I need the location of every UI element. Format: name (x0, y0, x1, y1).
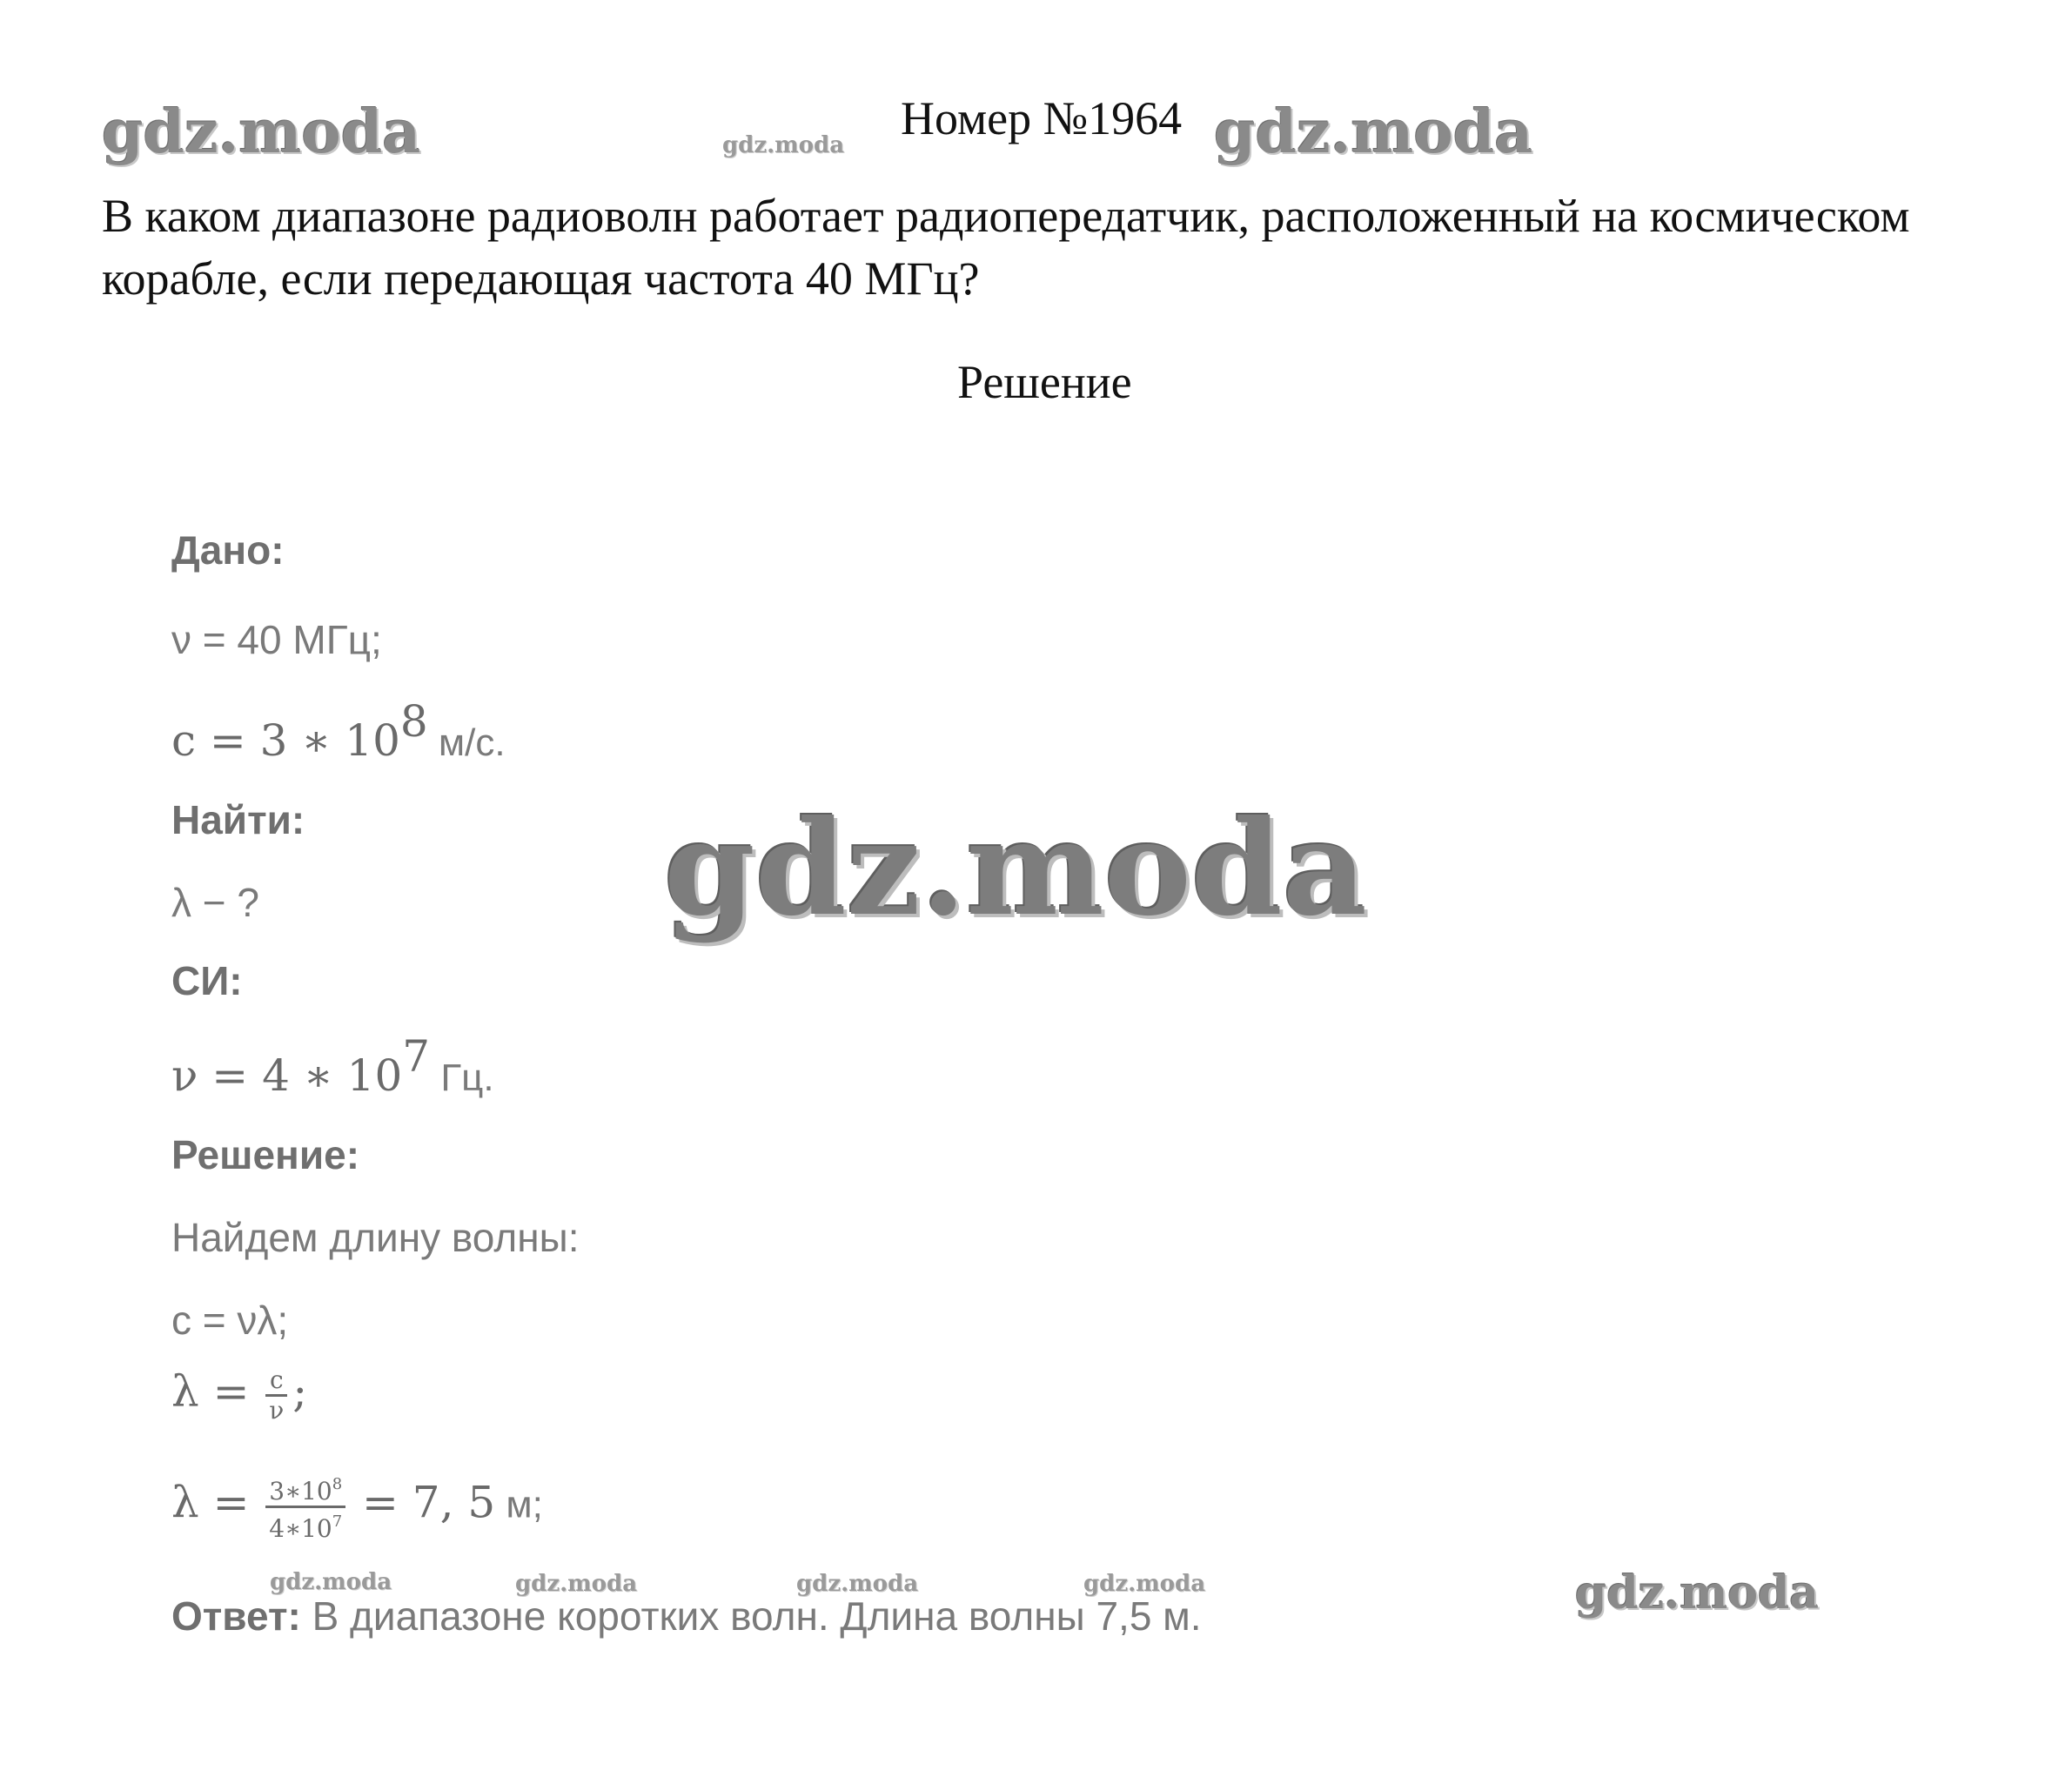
formula-lambda-lhs: λ = (171, 1366, 250, 1417)
formula-lambda-calc (171, 1471, 543, 1543)
si-label: СИ: (171, 958, 243, 1003)
formula-lambda-fraction (265, 1366, 287, 1425)
given-frequency: ν = 40 МГц; (171, 617, 382, 662)
find-label: Найти: (171, 797, 305, 842)
formula-calc-fraction (265, 1471, 345, 1543)
si-value-exp: 7 (402, 1031, 431, 1082)
fraction-denominator-base: 4∗10 (269, 1514, 332, 1543)
problem-number: Номер №1964 (901, 92, 1183, 144)
given-label: Дано: (171, 527, 285, 573)
watermark-logo: gdz.moda (664, 792, 1368, 945)
fraction-denominator (265, 1508, 345, 1543)
answer-line (171, 1593, 1202, 1640)
si-value-unit: Гц. (430, 1056, 494, 1099)
fraction-denominator: ν (269, 1396, 285, 1425)
given-speed-exp: 8 (399, 696, 428, 747)
watermark-logo: gdz.moda (1083, 1571, 1206, 1597)
watermark-logo: gdz.moda (722, 132, 845, 158)
fraction-numerator-base: 3∗10 (269, 1477, 332, 1506)
solution-heading: Решение (957, 356, 1132, 408)
fraction-numerator: c (269, 1365, 284, 1395)
formula-calc-rhs: = 7, 5 (361, 1477, 496, 1528)
formula-lambda (171, 1366, 307, 1425)
fraction-numerator-exp: 8 (332, 1475, 343, 1493)
si-value-lhs: ν = 4 ∗ 10 (171, 1050, 403, 1101)
find-value: λ − ? (171, 880, 260, 925)
si-value (171, 1031, 494, 1101)
solution-step-text: Найдем длину волны: (171, 1215, 580, 1260)
solution-label: Решение: (171, 1132, 360, 1177)
formula-calc-unit: м; (495, 1483, 543, 1526)
watermark-logo: gdz.moda (102, 97, 421, 167)
watermark-logo: gdz.moda (1214, 97, 1533, 167)
given-speed (171, 696, 506, 766)
watermark-logo: gdz.moda (796, 1571, 919, 1597)
watermark-logo: gdz.moda (270, 1569, 392, 1595)
fraction-denominator-exp: 7 (332, 1512, 343, 1531)
answer-text: В диапазоне коротких волн. Длина волны 7,5 м. (300, 1593, 1202, 1639)
question-text: В каком диапазоне радиоволн работает радиопередатчик, расположенный на космическом корабле, если передающая частота 40 МГц? (102, 190, 1910, 305)
formula-wave-relation: c = νλ; (171, 1298, 289, 1343)
formula-calc-lhs: λ = (171, 1477, 250, 1528)
answer-label: Ответ: (171, 1593, 301, 1639)
watermark-logo: gdz.moda (515, 1571, 638, 1597)
watermark-logo: gdz.moda (1575, 1566, 1820, 1620)
given-speed-unit: м/с. (427, 721, 506, 764)
given-speed-lhs: c = 3 ∗ 10 (171, 715, 400, 766)
formula-lambda-end: ; (292, 1366, 308, 1417)
fraction-numerator (265, 1471, 345, 1506)
